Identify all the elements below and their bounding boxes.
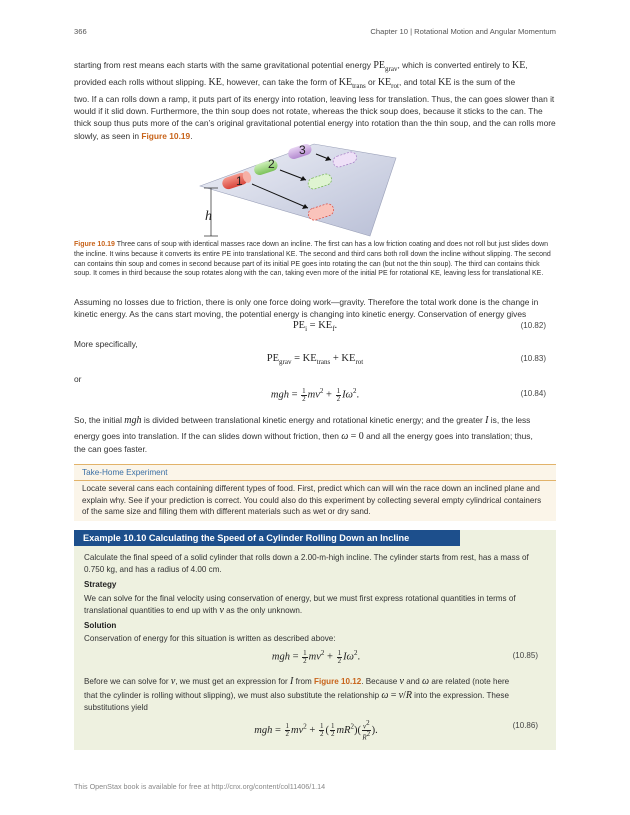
footer-note: This OpenStax book is available for free at http://cnx.org/content/col11406/1.14 xyxy=(74,782,326,791)
solution-line-2: Before we can solve for v, we must get an expression for I from Figure 10.12. Because v and ω are related (note here xyxy=(84,676,510,687)
intro-line-1: starting from rest means each starts with the same gravitational potential energy $PE_{grav}$, which is converted entirely to KE, xyxy=(74,60,528,73)
solution-line-4: substitutions yield xyxy=(84,703,148,712)
solution-line-3: that the cylinder is rolling without slipping), we must also substitute the relationship ω = v/R into the expression. These xyxy=(84,690,509,701)
label-2: 2 xyxy=(268,157,275,171)
take-home-body: Locate several cans each containing different types of food. First, predict which can will win the race down an inclined plane and explain why. See if your prediction is correct. You could also do this experiment by collecting several empty cylindrical containers of the same size and filling them with different materials such as wet or dry sand. xyxy=(82,484,542,517)
para-or: or xyxy=(74,374,82,384)
example-title: Example 10.10 Calculating the Speed of a Cylinder Rolling Down an Incline xyxy=(74,530,460,546)
example-problem: Calculate the final speed of a solid cylinder that rolls down a 2.00-m-high incline. The cylinder starts from rest, has a mass of 0.750 kg, and has a radius of 4.00 cm. xyxy=(84,553,529,574)
equation-10-83: $PE_{grav} = KE_{trans} + KE_{rot}$ (10.83) xyxy=(266,353,546,367)
strategy-line-1: We can solve for the final velocity using conservation of energy, but we must first express rotational quantities in terms of xyxy=(84,594,516,603)
label-1: 1 xyxy=(236,174,243,188)
intro-rest: two. If a can rolls down a ramp, it puts part of its energy into rotation, leaving less for translation. Thus, the can goes slower than it would if it slid down. Furthermore, the thin soup does not rotate, whereas the thick soup does, because it sticks to the can. The thick soup thus puts more of the can’s original gravitational potential energy into rotation than the thin soup, and the can rolls more slowly, as seen in Figure 10.19. xyxy=(74,94,556,141)
take-home-experiment-box xyxy=(74,464,556,521)
solution-heading: Solution xyxy=(84,621,117,630)
chapter-header: Chapter 10 | Rotational Motion and Angular Momentum xyxy=(370,27,556,36)
para-initial-mgh-3: the can goes faster. xyxy=(74,444,148,454)
figure-ref-10-19[interactable]: Figure 10.19 xyxy=(141,130,191,141)
equation-10-85: mgh = $\frac{1}{2}$ $mv^2$ + $\frac{1}{2}$ $I\omega^2$. (10.85) xyxy=(271,648,538,665)
label-3: 3 xyxy=(299,143,306,157)
height-label: h xyxy=(205,209,212,224)
equation-10-86: mgh = $\frac{1}{2}$ $mv^2$ + $\frac{1}{2}$ ( $\frac{1}{2}$ $mR^2$)( $\frac{v^2}{R^2}$ ). (10.86) xyxy=(254,719,538,742)
strategy-line-2: translational quantities to end up with v as the only unknown. xyxy=(84,605,303,616)
para-more-specifically: More specifically, xyxy=(74,339,138,349)
figure-10-19-cans-incline xyxy=(196,138,436,240)
page-number: 366 xyxy=(74,27,87,36)
figure-ref-10-12[interactable]: Figure 10.12 xyxy=(314,677,362,686)
strategy-heading: Strategy xyxy=(84,580,117,589)
take-home-title: Take-Home Experiment xyxy=(82,468,168,477)
equation-10-82: $PE_i = KE_f$. (10.82) xyxy=(292,320,546,334)
para-initial-mgh-2: energy goes into translation. If the can slides down without friction, then ω = 0 and all the energy goes into translation; thus, xyxy=(74,431,533,442)
para-initial-mgh-1: So, the initial mgh is divided between translational kinetic energy and rotational kinetic energy; and the greater I is, the less xyxy=(74,415,531,426)
para-conservation: Assuming no losses due to friction, there is only one force doing work—gravity. Therefore the total work done is the change in kinetic energy. As the cans start moving, the potential energy is changing into kinetic energy. Conservation of energy gives xyxy=(74,297,539,320)
intro-line-2: provided each rolls without slipping. KE, however, can take the form of $KE_{trans}$ or $KE_{rot}$, and total KE is the sum of the xyxy=(74,77,516,90)
equation-10-84: mgh = $\frac{1}{2}$ $mv^2$ + $\frac{1}{2}$ $I\omega^2$. (10.84) xyxy=(270,386,546,403)
solution-text: Conservation of energy for this situation is written as described above: xyxy=(84,634,336,643)
figure-caption: Figure 10.19 Three cans of soup with identical masses race down an incline. The first can has a low friction coating and does not roll but just slides down the incline. It wins because it converts its entire PE into translational KE. The second and third cans both roll down the incline without slipping. The second can contains thin soup and comes in second because part of its initial PE goes into rotating the can (but not the thin soup). The third can contains thick soup. It comes in third because the soup rotates along with the can, taking even more of the initial PE for rotational KE, leaving less for translational KE. xyxy=(74,241,551,278)
